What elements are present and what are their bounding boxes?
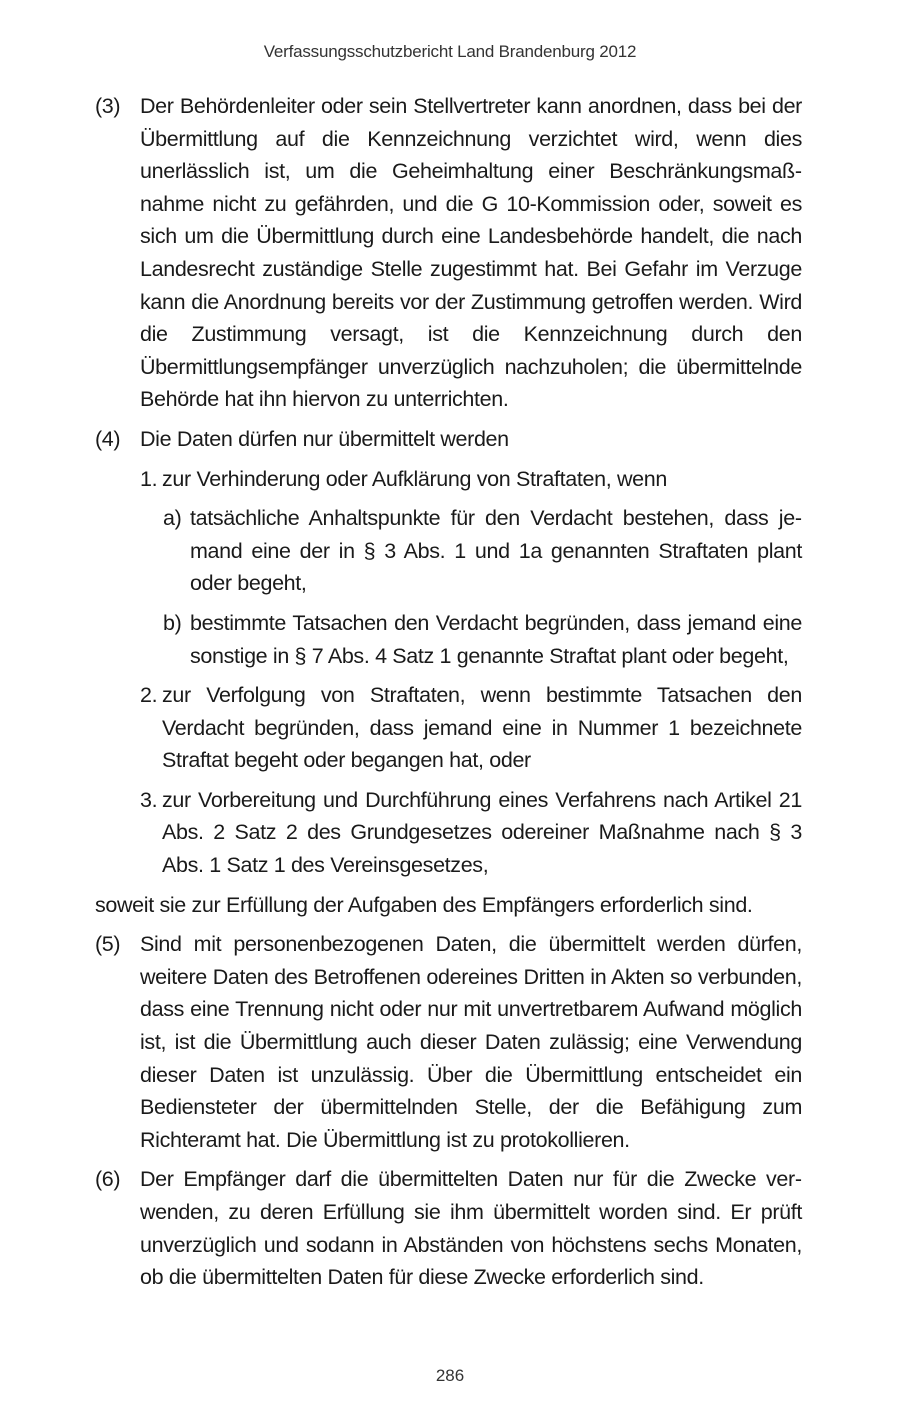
list-number: 3. bbox=[140, 787, 158, 812]
document-body bbox=[95, 90, 802, 1301]
paragraph-number: (4) bbox=[95, 426, 121, 451]
list-item-2 bbox=[95, 679, 802, 777]
page-number: 286 bbox=[435, 1366, 465, 1385]
paragraph-3 bbox=[95, 90, 802, 416]
list-item-1 bbox=[95, 463, 802, 496]
list-text: zur Verhinderung oder Aufklärung von Straftaten, wenn bbox=[162, 466, 667, 491]
paragraph-number: (6) bbox=[95, 1167, 121, 1192]
paragraph-text: Sind mit personenbezogenen Daten, die übermittelt werden dürfen, weitere Daten des Betroffenen odereines Dritten in Akten so verbunden, dass eine Trennung nicht oder nur mit unvertretbarem Aufwand möglich ist, ist die Übermittlung auch dieser Daten zulässig; eine Verwendung dieser Daten ist unzulässig. Über die Übermittlung entscheidet ein Bediensteter der übermittelnden Stelle, der die Befähigung zum Richteramt hat. Die Übermittlung ist zu protokollieren. bbox=[140, 932, 802, 1152]
list-item-1a bbox=[95, 502, 802, 600]
paragraph-4-closing: soweit sie zur Erfüllung der Aufgaben des Empfängers erforderlich sind. bbox=[95, 892, 753, 917]
paragraph-text: Der Empfänger darf die übermittelten Daten nur für die Zwecke verwenden, zu deren Erfüllung sie ihm übermittelt worden sind. Er prüft unverzüglich und sodann in Abständen von höchstens sechs Monaten, ob die übermittelten Daten für diese Zwecke erforderlich sind. bbox=[140, 1167, 802, 1290]
paragraph-number: (5) bbox=[95, 932, 121, 957]
paragraph-5 bbox=[95, 928, 802, 1156]
paragraph-number: (3) bbox=[95, 94, 121, 118]
running-header: Verfassungsschutzbericht Land Brandenburg 2012 bbox=[263, 42, 637, 61]
list-item-3 bbox=[95, 784, 802, 882]
paragraph-6 bbox=[95, 1163, 802, 1293]
list-number: 2. bbox=[140, 683, 158, 708]
list-item-1b bbox=[95, 607, 802, 672]
list-letter: a) bbox=[163, 506, 182, 531]
paragraph-text: Die Daten dürfen nur übermittelt werden bbox=[140, 426, 509, 451]
paragraph-4 bbox=[95, 423, 802, 456]
list-text: tatsächliche Anhaltspunkte für den Verdacht bestehen, dass jemand eine der in § 3 Abs. 1 und 1a genannten Straftaten plant oder begeht, bbox=[190, 506, 802, 596]
list-text: zur Verfolgung von Straftaten, wenn bestimmte Tatsachen den Verdacht begründen, dass jemand eine in Nummer 1 bezeichnete Straftat begeht oder begangen hat, oder bbox=[162, 683, 802, 773]
paragraph-text: Der Behördenleiter oder sein Stellvertreter kann anordnen, dass bei der Übermittlung auf die Kennzeichnung verzichtet wird, wenn dies unerlässlich ist, um die Geheimhaltung einer Beschränkungsmaßnahme nicht zu gefährden, und die G 10-Kommission oder, soweit es sich um die Übermittlung durch eine Landesbehörde handelt, die nach Landesrecht zuständige Stelle zugestimmt hat. Bei Gefahr im Verzuge kann die Anordnung bereits vor der Zustimmung getroffen werden. Wird die Zustimmung versagt, ist die Kennzeichnung durch den Übermittlungsempfänger unverzüglich nachzuholen; die übermittelnde Behörde hat ihn hiervon zu unterrichten. bbox=[140, 94, 802, 412]
list-number: 1. bbox=[140, 466, 158, 491]
list-text: zur Vorbereitung und Durchführung eines Verfahrens nach Artikel 21 Abs. 2 Satz 2 des Grundgesetzes odereiner Maßnahme nach § 3 Abs. 1 Satz 1 des Vereinsgesetzes, bbox=[162, 787, 802, 878]
list-letter: b) bbox=[163, 610, 182, 635]
list-text: bestimmte Tatsachen den Verdacht begründen, dass jemand eine sonstige in § 7 Abs. 4 Satz 1 genannte Straftat plant oder begeht, bbox=[190, 610, 802, 668]
